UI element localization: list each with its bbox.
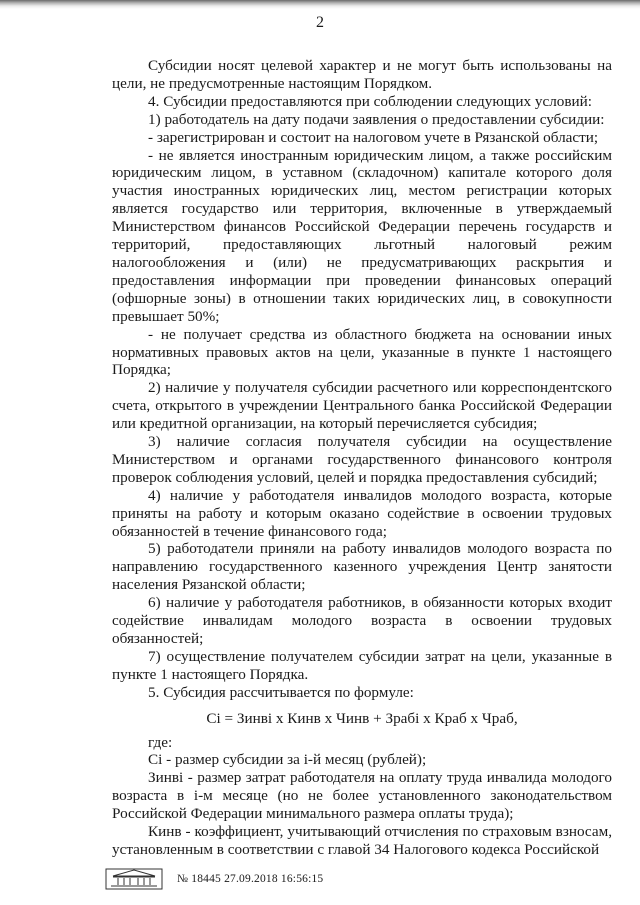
definition-intro: где: xyxy=(148,733,173,751)
paragraph: 5. Субсидия рассчитывается по формуле: xyxy=(148,683,414,701)
paragraph: 3) наличие согласия получателя субсидии на осуществление Министерством и органами государственного финансового контроля проверок соблюдения условий, целей и порядка предоставления субсидий; xyxy=(112,433,612,486)
paragraph: 2) наличие у получателя субсидии расчетного или корреспондентского счета, открытого в учреждении Центрального банка Российской Федерации или кредитной организации, на который перечисляется субсидия; xyxy=(112,379,612,433)
paragraph: 5) работодатели приняли на работу инвалидов молодого возраста по направлению государственного казенного учреждения Центр занятости населения Рязанской области; xyxy=(112,540,612,594)
paragraph: 4) наличие у работодателя инвалидов молодого возраста, которые приняты на работу и которым оказано содействие в освоении трудовых обязанностей в течение финансового года; xyxy=(112,486,612,540)
paragraph: 7) осуществление получателем субсидии затрат на цели, указанные в пункте 1 настоящего Порядка. xyxy=(112,647,612,683)
paragraph: - зарегистрирован и состоит на налоговом учете в Рязанской области; xyxy=(148,128,599,146)
page-number: 2 xyxy=(316,14,324,31)
definition: Сi - размер субсидии за i-й месяц (рублей); xyxy=(148,751,427,769)
paragraph: - не получает средства из областного бюджета на основании иных нормативных правовых актов на цели, указанные в пункте 1 настоящего Порядка; xyxy=(112,325,612,379)
government-building-seal-icon xyxy=(105,868,163,890)
document-footer xyxy=(105,866,323,892)
registration-stamp: № 18445 27.09.2018 16:56:15 xyxy=(177,873,324,885)
scan-top-edge xyxy=(0,0,640,9)
subsidy-formula: Сi = Зинвi х Кинв х Чинв + Зрабi х Краб х Чраб, xyxy=(206,709,518,727)
paragraph: 6) наличие у работодателя работников, в обязанности которых входит содействие инвалидам молодого возраста в освоении трудовых обязанностей; xyxy=(112,594,612,647)
definition: Кинв - коэффициент, учитывающий отчисления по страховым взносам, установленным в соответствии с главой 34 Налогового кодекса Российской xyxy=(112,823,612,858)
definition: Зинвi - размер затрат работодателя на оплату труда инвалида молодого возраста в i-м месяце (но не более установленного законодательством Российской Федерации минимального размера оплаты труда); xyxy=(112,769,612,823)
paragraph: 4. Субсидии предоставляются при соблюдении следующих условий: xyxy=(148,92,593,110)
paragraph: Субсидии носят целевой характер и не могут быть использованы на цели, не предусмотренные настоящим Порядком. xyxy=(112,57,612,92)
paragraph: - не является иностранным юридическим лицом, а также российским юридическим лицом, в уставном (складочном) капитале которого доля участия иностранных юридических лиц, местом регистрации которых является государство или территория, включенные в утверждаемый Министерством финансов Российской Федерации перечень государств и территорий, предоставляющих льготный налоговый режим налогообложения и (или) не предусматривающих раскрытия и предоставления информации при проведении финансовых операций (офшорные зоны) в отношении таких юридических лиц, в совокупности превышает 50%; xyxy=(112,146,612,325)
document-body xyxy=(112,57,612,859)
paragraph: 1) работодатель на дату подачи заявления о предоставлении субсидии: xyxy=(148,110,605,128)
